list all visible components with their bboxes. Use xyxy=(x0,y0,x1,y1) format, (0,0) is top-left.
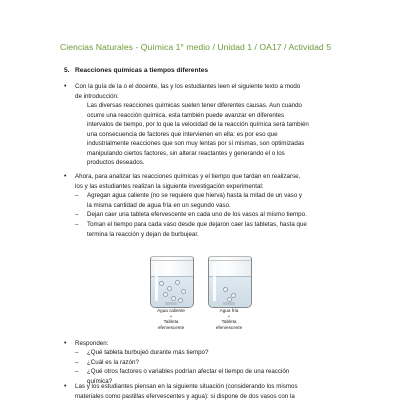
section-title-text: Reacciones químicas a tiempos diferentes xyxy=(75,67,208,74)
text-line: Las y los estudiantes piensan en la siguiente situación (considerando los mismos xyxy=(75,382,298,392)
dash-marker: – xyxy=(75,367,78,377)
caption-line: + xyxy=(146,314,196,320)
text-line: Responden: xyxy=(75,339,108,349)
bullet-dot: • xyxy=(64,82,66,92)
hot-water-glass xyxy=(150,256,194,308)
section-number: 5. xyxy=(64,67,75,74)
text-line: materiales como pastillas efervescentes y agua): si dispone de dos vasos con la xyxy=(75,392,298,401)
text-line: ¿Qué otros factores o variables podrían afectar el tiempo de una reacción xyxy=(87,367,289,377)
bullet-dot: • xyxy=(64,172,66,182)
text-line: Toman el tiempo para cada vaso desde que dejaron caer las tabletas, hasta que xyxy=(87,220,307,230)
text-line: ¿Cuál es la razón? xyxy=(87,358,139,368)
text-line: industrialmente reacciones que son muy lentas por sí mismas, son optimizadas xyxy=(87,139,309,149)
text-line: termina la reacción y dejan de burbujear. xyxy=(87,230,307,240)
text-line: una consecuencia de factores que intervienen en ella: es por eso que xyxy=(87,130,309,140)
text-line: Con la guía de la o el docente, las y los estudiantes leen el siguiente texto a modo xyxy=(75,82,300,92)
text-line: productos deseados. xyxy=(87,158,309,168)
bullet-dot: • xyxy=(64,382,66,392)
hot-water-caption xyxy=(146,308,196,330)
caption-line: Tableta xyxy=(146,319,196,325)
experiment-intro xyxy=(75,172,300,191)
bullet-dot: • xyxy=(64,339,66,349)
dash-marker: – xyxy=(75,191,78,201)
experiment-figure xyxy=(144,250,256,330)
situation-paragraph xyxy=(75,382,298,401)
cold-water-glass xyxy=(208,256,252,308)
intro-quote xyxy=(87,101,309,168)
step-3 xyxy=(87,220,307,239)
caption-line: Agua caliente xyxy=(146,308,196,314)
text-line: Ahora, para analizar las reacciones químicas y el tiempo que tardan en realizarse, xyxy=(75,172,300,182)
text-line: los y las estudiantes realizan la siguiente investigación experimental: xyxy=(75,182,300,192)
text-line: química? xyxy=(87,377,289,387)
section-title xyxy=(64,67,208,74)
text-line: ocurre una reacción química, esta también puede avanzar en diferentes xyxy=(87,111,309,121)
dash-marker: – xyxy=(75,358,78,368)
text-line: de introducción: xyxy=(75,92,300,102)
cold-water-caption xyxy=(204,308,254,330)
dash-marker: – xyxy=(75,348,78,358)
text-line: Las diversas reacciones químicas suelen tener diferentes causas. Aun cuando xyxy=(87,101,309,111)
text-line: la misma cantidad de agua fría en un segundo vaso. xyxy=(87,201,302,211)
text-line: ¿Qué tableta burbujeó durante más tiempo? xyxy=(87,348,208,358)
caption-line: + xyxy=(204,314,254,320)
text-line: manipulando ciertos factores, sin alterar reactantes y generando el o los xyxy=(87,149,309,159)
intro-paragraph xyxy=(75,82,300,101)
step-1 xyxy=(87,191,302,210)
dash-marker: – xyxy=(75,220,78,230)
text-line: Agregan agua caliente (no se requiere que hierva) hasta la mitad de un vaso y xyxy=(87,191,302,201)
caption-line: efervescente xyxy=(204,325,254,331)
text-line: Dejan caer una tableta efervescente en cada uno de los vasos al mismo tiempo. xyxy=(87,210,307,220)
dash-marker: – xyxy=(75,210,78,220)
caption-line: efervescente xyxy=(146,325,196,331)
question-1 xyxy=(87,348,208,358)
step-2 xyxy=(87,210,307,220)
text-line: intervalos de tiempo, por lo que la velocidad de la reacción química será también xyxy=(87,120,309,130)
caption-line: Agua fría xyxy=(204,308,254,314)
caption-line: Tableta xyxy=(204,319,254,325)
page-header: Ciencias Naturales - Química 1° medio / Unidad 1 / OA17 / Actividad 5 xyxy=(60,42,331,52)
